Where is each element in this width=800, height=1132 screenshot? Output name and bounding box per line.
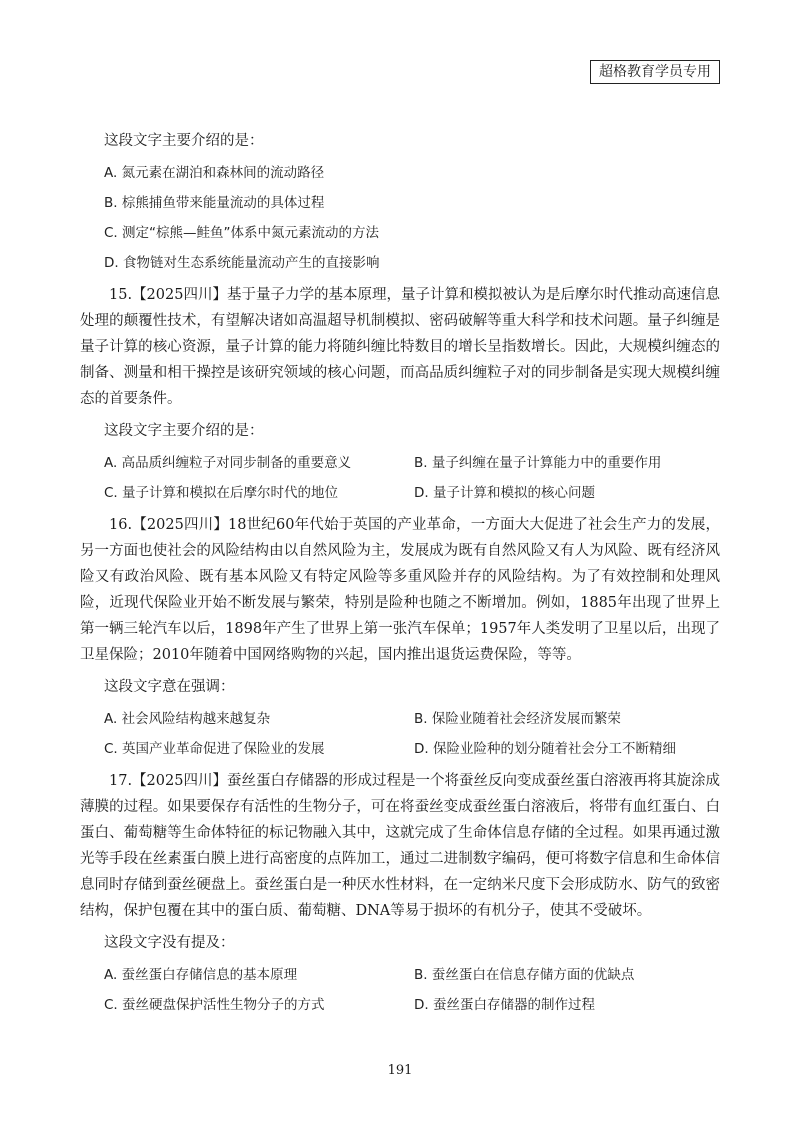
- question-14-options: [80, 158, 720, 278]
- page-content: [80, 128, 720, 1024]
- option-d: D. 量子计算和模拟的核心问题: [414, 485, 595, 501]
- option-b: B. 保险业随着社会经济发展而繁荣: [414, 711, 621, 727]
- option-d: D. 蚕丝蛋白存储器的制作过程: [414, 997, 595, 1013]
- page-number: 191: [387, 1063, 413, 1078]
- question-17-prompt: 这段文字没有提及：: [104, 935, 235, 951]
- question-16-text: 16.【2025四川】18世纪60年代始于英国的产业革命，一方面大大促进了社会生产力的发展，另一方面也使社会的风险结构由以自然风险为主，发展成为既有自然风险又有人为风险、既有经济风险又有政治风险、既有基本风险又有特定风险等多重风险并存的风险结构。为了有效控制和处理风险，近现代保险业开始不断发展与繁荣，特别是险种也随之不断增加。例如，1885年出现了世界上第一辆三轮汽车以后，1898年产生了世界上第一张汽车保单；1957年人类发明了卫星以后，出现了卫星保险；2010年随着中国网络购物的兴起，国内推出退货运费保险，等等。: [80, 517, 720, 663]
- option-a: A. 氮元素在湖泊和森林间的流动路径: [104, 165, 325, 181]
- question-17-options: [80, 960, 720, 1020]
- option-d: D. 食物链对生态系统能量流动产生的直接影响: [104, 255, 380, 271]
- student-only-badge: 超格教育学员专用: [590, 60, 720, 84]
- question-17-text: 17.【2025四川】蚕丝蛋白存储器的形成过程是一个将蚕丝反向变成蚕丝蛋白溶液再将其旋涂成薄膜的过程。如果要保存有活性的生物分子，可在将蚕丝变成蚕丝蛋白溶液后，将带有血红蛋白、白蛋白、葡萄糖等生命体特征的标记物融入其中，这就完成了生命体信息存储的全过程。如果再通过激光等手段在丝素蛋白膜上进行高密度的点阵加工，通过二进制数字编码，便可将数字信息和生命体信息同时存储到蚕丝硬盘上。蚕丝蛋白是一种厌水性材料，在一定纳米尺度下会形成防水、防气的致密结构，保护包覆在其中的蛋白质、葡萄糖、DNA等易于损坏的有机分子，使其不受破坏。: [80, 773, 720, 919]
- option-c: C. 量子计算和模拟在后摩尔时代的地位: [104, 485, 339, 501]
- option-b: B. 蚕丝蛋白在信息存储方面的优缺点: [414, 967, 635, 983]
- option-a: A. 社会风险结构越来越复杂: [104, 711, 271, 727]
- question-15: [80, 282, 720, 508]
- option-a: A. 高品质纠缠粒子对同步制备的重要意义: [104, 455, 352, 471]
- option-c: C. 蚕丝硬盘保护活性生物分子的方式: [104, 997, 325, 1013]
- option-c: C. 测定“棕熊—鲑鱼”体系中氮元素流动的方法: [104, 225, 379, 241]
- option-b: B. 量子纠缠在量子计算能力中的重要作用: [414, 455, 662, 471]
- option-d: D. 保险业险种的划分随着社会分工不断精细: [414, 741, 676, 757]
- question-16-prompt: 这段文字意在强调：: [104, 679, 235, 695]
- option-a: A. 蚕丝蛋白存储信息的基本原理: [104, 967, 298, 983]
- question-16-options: [80, 704, 720, 764]
- question-17: [80, 768, 720, 1020]
- question-15-text: 15.【2025四川】基于量子力学的基本原理，量子计算和模拟被认为是后摩尔时代推动高速信息处理的颠覆性技术，有望解决诸如高温超导机制模拟、密码破解等重大科学和技术问题。量子纠缠是量子计算的核心资源，量子计算的能力将随纠缠比特数目的增长呈指数增长。因此，大规模纠缠态的制备、测量和相干操控是该研究领域的核心问题，而高品质纠缠粒子对的同步制备是实现大规模纠缠态的首要条件。: [80, 287, 720, 407]
- question-14-prompt: 这段文字主要介绍的是：: [104, 133, 264, 149]
- question-14: [80, 128, 720, 278]
- option-c: C. 英国产业革命促进了保险业的发展: [104, 741, 325, 757]
- question-16: [80, 512, 720, 764]
- question-15-options: [80, 448, 720, 508]
- option-b: B. 棕熊捕鱼带来能量流动的具体过程: [104, 195, 325, 211]
- question-15-prompt: 这段文字主要介绍的是：: [104, 423, 264, 439]
